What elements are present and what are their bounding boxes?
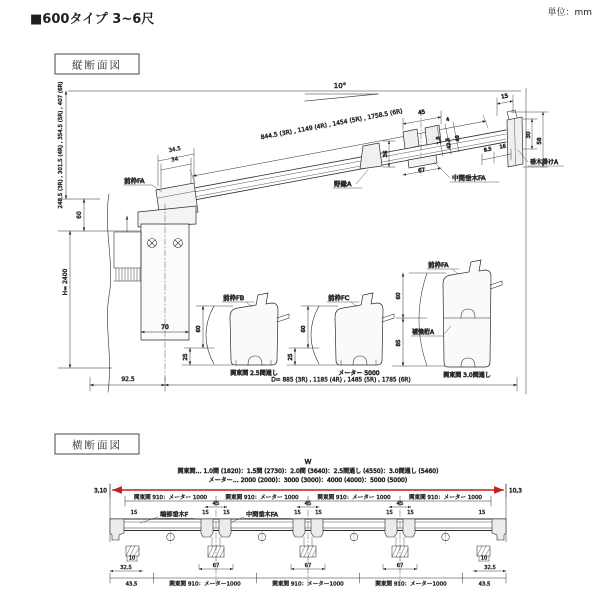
horizontal-section-label bbox=[55, 434, 139, 454]
rafter-hook-a-label: 垂木掛けA bbox=[530, 159, 559, 166]
page-title: ■600タイプ 3~6尺 bbox=[30, 12, 155, 27]
panel-thickness-dim: 1.8 bbox=[435, 135, 443, 145]
rafter-width-dim: 45 bbox=[417, 109, 426, 117]
right-edge-dim: 10,3 bbox=[509, 488, 522, 495]
front-frame-fc-detail bbox=[287, 293, 394, 377]
vertical-section-title: 縦断面図 bbox=[72, 59, 122, 72]
edge-dim-15: 15 bbox=[315, 510, 322, 516]
hook-width-dim: 16 bbox=[499, 143, 507, 151]
width-label: W bbox=[304, 458, 312, 466]
nobuchi-a-label: 野縁A bbox=[334, 180, 352, 188]
edge-dim-15: 15 bbox=[130, 510, 138, 516]
fb-height-dim: 60 bbox=[196, 325, 202, 333]
rafter-hook-a bbox=[482, 93, 564, 167]
left-edge-dim: 3,10 bbox=[94, 488, 107, 495]
fa-girder-height-dim: 85 bbox=[396, 339, 402, 347]
wall-and-gutter bbox=[107, 194, 141, 392]
slope-angle-label: 10° bbox=[333, 82, 347, 90]
mid-rafter-fa-label: 中間垂木FA bbox=[452, 174, 486, 182]
cleat-width-dim: 67 bbox=[212, 563, 220, 569]
mid-rafter-label: 中間垂木FA bbox=[246, 511, 278, 519]
edge-dim-15: 15 bbox=[407, 510, 414, 516]
edge-span-dim: 43.5 bbox=[478, 581, 491, 588]
reinforcing-girder-label: 補強桁A bbox=[412, 329, 435, 336]
cleat-width-dimensions bbox=[199, 563, 417, 569]
cleat-width-dim: 67 bbox=[304, 563, 312, 569]
edge-dim-15: 15 bbox=[386, 510, 393, 516]
vertical-section-label bbox=[55, 54, 139, 74]
front-frame-fb-detail bbox=[182, 293, 289, 377]
width-options-line1: 関東間… 1.0間 (1820)：1.5間 (2730)：2.0間 (3640)：2.5間通し (4550)：3.0間通し (5460) bbox=[177, 468, 439, 475]
left-dimensions bbox=[58, 82, 84, 368]
fc-height-dim: 60 bbox=[301, 325, 307, 333]
top-span-label: 関東間 910：メーター 1000 bbox=[225, 495, 299, 501]
fb-note: 関東間 2.5間通し bbox=[230, 370, 278, 377]
bottom-span-label: 関東間 910：メーター1000 bbox=[169, 581, 241, 588]
fa-height-dim: 60 bbox=[396, 292, 402, 300]
slope-length-dimension bbox=[190, 108, 488, 183]
rafter-labels bbox=[140, 511, 291, 524]
eave-height-dim: 60 bbox=[76, 211, 83, 219]
front-offset-dim: 34.5 bbox=[168, 145, 182, 155]
fc-lip-dim: 25 bbox=[288, 353, 294, 361]
edge-cleat-offset-dim: 10 bbox=[480, 555, 488, 562]
panel-gap-dim: 4 bbox=[445, 116, 450, 124]
top-span-label: 関東間 910：メーター 1000 bbox=[317, 495, 391, 501]
vertical-section-drawing bbox=[58, 82, 564, 394]
fa-note: 関東間 3.0間通し bbox=[443, 372, 491, 379]
gutter-box bbox=[114, 232, 141, 268]
hook-height-dim: 58 bbox=[537, 137, 543, 145]
front-offset-dimensions bbox=[158, 146, 194, 188]
front-frame-fc-label: 前枠FC bbox=[328, 294, 350, 302]
page-header bbox=[30, 6, 592, 27]
wall-edge-dim: 15 bbox=[500, 93, 509, 101]
rise-dimension: 248.5 (3R) , 301.5 (4R) , 354.5 (5R) , 407 (6R) bbox=[58, 81, 64, 209]
edge-dim-15: 15 bbox=[478, 510, 486, 516]
wall-to-post-dim: 92.5 bbox=[121, 376, 135, 383]
front-frame-fa-detail-label: 前枠FA bbox=[428, 261, 449, 269]
edge-cleat-width-dim: 32.5 bbox=[120, 565, 132, 571]
horizontal-section-drawing bbox=[94, 458, 522, 588]
wall-break-line bbox=[107, 194, 110, 392]
rafter-width-dim: 45 bbox=[304, 501, 312, 507]
rafter-width-dim: 45 bbox=[396, 501, 404, 507]
rafter-height-inner-dim: 42.5 bbox=[445, 137, 453, 150]
gutter-hatch bbox=[116, 268, 140, 281]
edge-dim-15: 15 bbox=[202, 510, 209, 516]
front-offset-inner-dim: 34 bbox=[170, 156, 179, 164]
mid-rafters bbox=[201, 510, 415, 584]
edge-dim-15: 15 bbox=[294, 510, 301, 516]
slope-angle-indicator bbox=[305, 82, 378, 101]
hook-height-inner-dim: 30 bbox=[526, 131, 532, 139]
front-frame-fa-label: 前枠FA bbox=[124, 177, 145, 185]
front-frame-fa-girder-detail bbox=[392, 260, 502, 379]
rafter-height-dim: 49 bbox=[454, 134, 462, 142]
width-options-line2: メーター… 2000 (2000)：3000 (3000)：4000 (4000)：5000 (5000) bbox=[208, 477, 408, 484]
bottom-span-label: 関東間 910：メーター1000 bbox=[375, 581, 447, 588]
post-height-dim: H= 2400 bbox=[62, 268, 69, 296]
nobuchi-height-dim: 36 bbox=[383, 150, 389, 158]
edge-cleat-width-dim: 32.5 bbox=[484, 565, 496, 571]
edge-dim-15: 15 bbox=[223, 510, 230, 516]
bottom-span-label: 関東間 910：メーター1000 bbox=[272, 581, 344, 588]
top-span-label: 関東間 910：メーター 1000 bbox=[133, 495, 208, 501]
post-width-dim: 70 bbox=[161, 324, 169, 331]
edge-cleat-offset-dim: 10 bbox=[128, 555, 136, 562]
front-frame-fb-label: 前枠FB bbox=[223, 294, 245, 302]
horizontal-section-title: 横断面図 bbox=[72, 439, 122, 452]
edge-rafter-label: 端部垂木F bbox=[160, 511, 189, 519]
width-header bbox=[178, 458, 439, 484]
fb-lip-dim: 25 bbox=[183, 353, 189, 361]
rafter-width-dim: 45 bbox=[212, 501, 220, 507]
unit-label: 単位：mm bbox=[547, 8, 592, 18]
depth-dim: D= 885 (3R) , 1185 (4R) , 1485 (5R) , 1785 (6R) bbox=[271, 377, 411, 384]
fc-note: メーター 5000 bbox=[338, 370, 380, 377]
slope-length-dim: 844.5 (3R) , 1149 (4R) , 1454 (5R) , 1758.5 (6R) bbox=[260, 107, 404, 142]
rafter-cover-dim: 67 bbox=[417, 167, 426, 175]
edge-span-dim: 43.5 bbox=[125, 581, 138, 588]
cleat-width-dim: 67 bbox=[396, 563, 404, 569]
hook-offset-dim: 8.5 bbox=[483, 146, 493, 154]
top-span-label: 関東間 910：メーター 1000 bbox=[408, 495, 483, 501]
